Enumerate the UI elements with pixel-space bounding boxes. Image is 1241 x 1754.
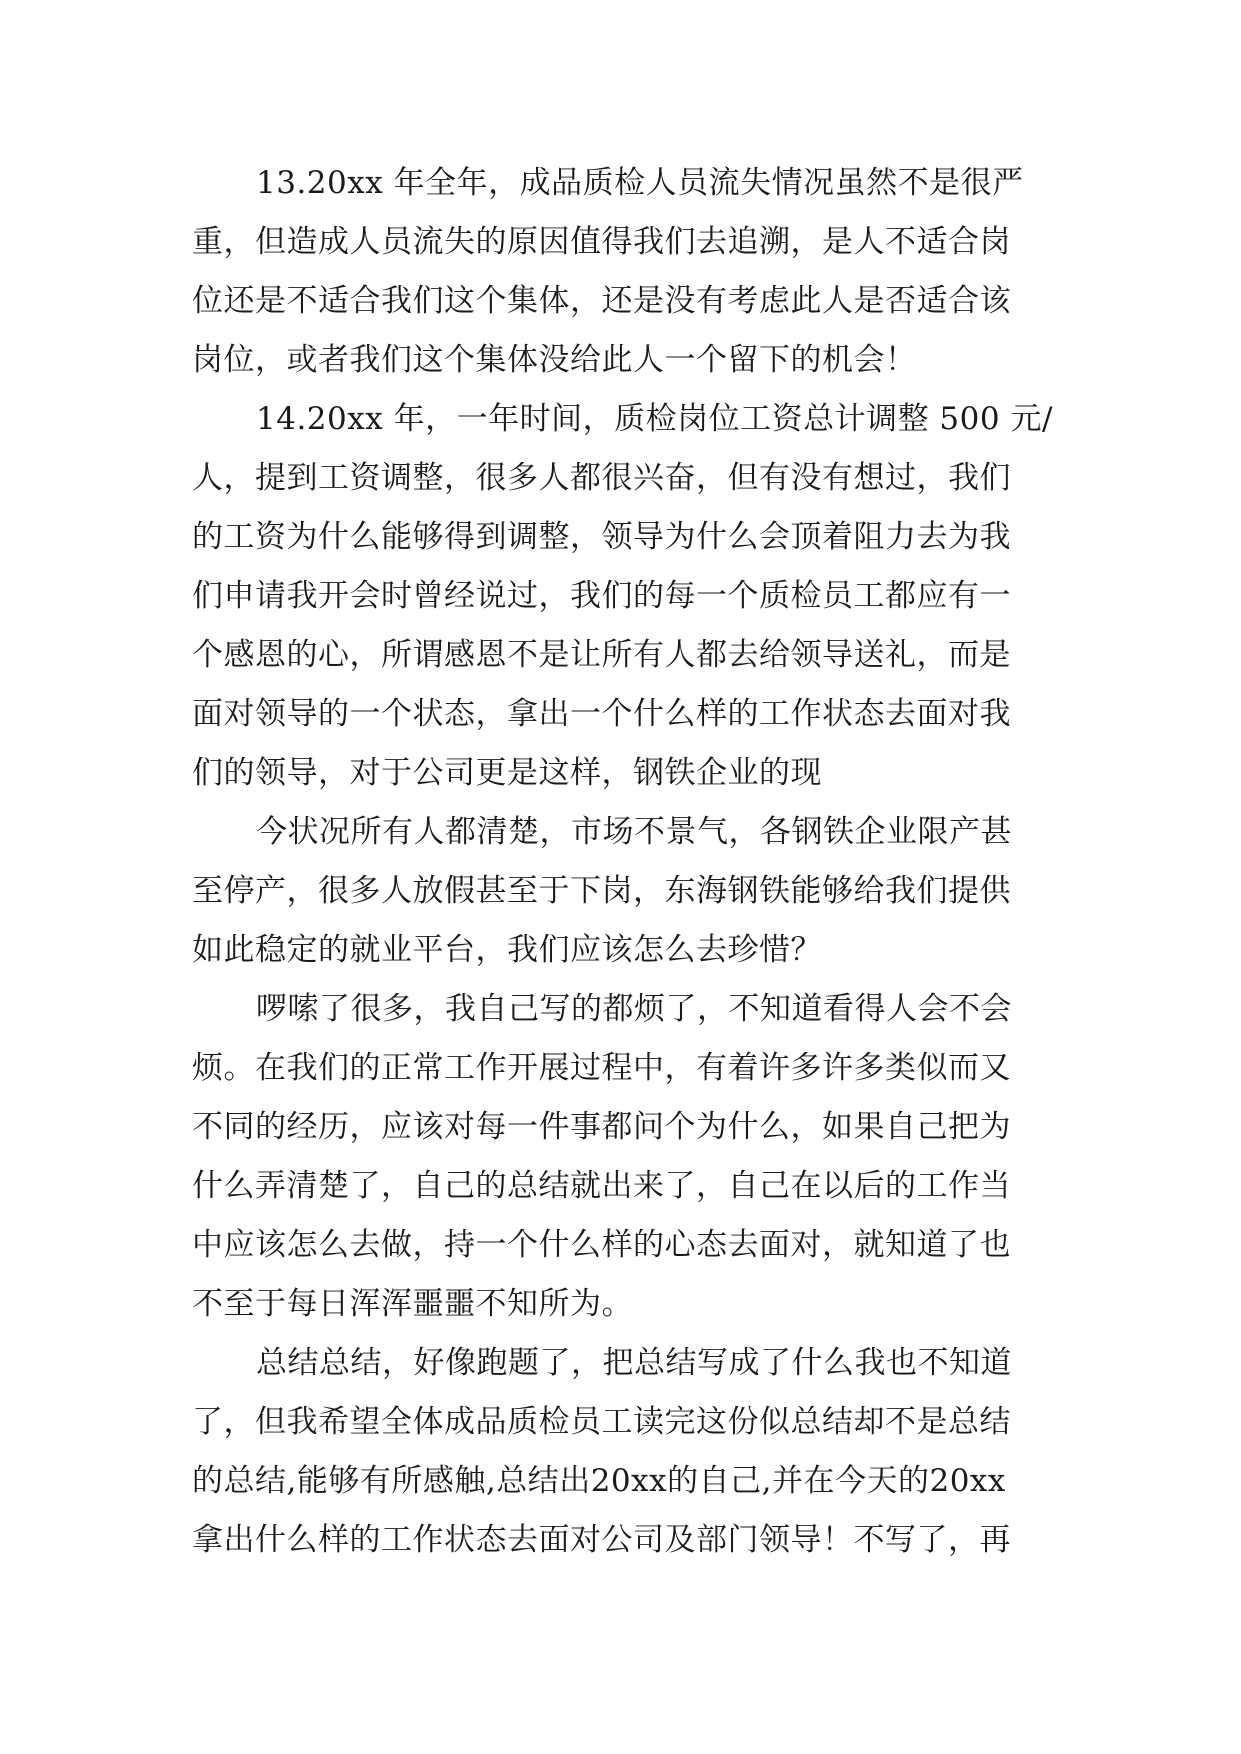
text-line: 位还是不适合我们这个集体，还是没有考虑此人是否适合该 bbox=[192, 283, 1011, 319]
text-line: 岗位，或者我们这个集体没给此人一个留下的机会！ bbox=[192, 342, 917, 378]
text-line: 如此稳定的就业平台，我们应该怎么去珍惜？ bbox=[192, 932, 822, 968]
text-line: 不至于每日浑浑噩噩不知所为。 bbox=[192, 1286, 633, 1322]
text-line: 今状况所有人都清楚，市场不景气，各钢铁企业限产甚 bbox=[256, 814, 1012, 850]
text-line: 们申请我开会时曾经说过，我们的每一个质检员工都应有一 bbox=[192, 578, 1011, 614]
text-line: 13.20xx 年全年，成品质检人员流失情况虽然不是很严 bbox=[256, 165, 1024, 201]
text-line: 什么弄清楚了，自己的总结就出来了，自己在以后的工作当 bbox=[192, 1168, 1011, 1204]
text-line: 的工资为什么能够得到调整，领导为什么会顶着阻力去为我 bbox=[192, 519, 1011, 555]
text-line: 至停产，很多人放假甚至于下岗，东海钢铁能够给我们提供 bbox=[192, 873, 1011, 909]
text-line: 了，但我希望全体成品质检员工读完这份似总结却不是总结 bbox=[192, 1404, 1011, 1440]
text-line: 烦。在我们的正常工作开展过程中，有着许多许多类似而又 bbox=[192, 1050, 1011, 1086]
text-line: 个感恩的心，所谓感恩不是让所有人都去给领导送礼，而是 bbox=[192, 637, 1011, 673]
text-line: 中应该怎么去做，持一个什么样的心态去面对，就知道了也 bbox=[192, 1227, 1011, 1263]
text-line: 啰嗦了很多，我自己写的都烦了，不知道看得人会不会 bbox=[256, 991, 1012, 1027]
text-line: 人，提到工资调整，很多人都很兴奋，但有没有想过，我们 bbox=[192, 460, 1011, 496]
text-line: 总结总结，好像跑题了，把总结写成了什么我也不知道 bbox=[256, 1345, 1012, 1381]
text-line: 拿出什么样的工作状态去面对公司及部门领导！不写了，再 bbox=[192, 1522, 1011, 1558]
text-line: 14.20xx 年，一年时间，质检岗位工资总计调整 500 元/ bbox=[256, 401, 1053, 437]
document-body bbox=[192, 154, 1052, 1570]
text-line: 不同的经历，应该对每一件事都问个为什么，如果自己把为 bbox=[192, 1109, 1011, 1145]
text-line: 重，但造成人员流失的原因值得我们去追溯，是人不适合岗 bbox=[192, 224, 1011, 260]
text-line: 们的领导，对于公司更是这样，钢铁企业的现 bbox=[192, 755, 822, 791]
text-line: 面对领导的一个状态，拿出一个什么样的工作状态去面对我 bbox=[192, 696, 1011, 732]
text-line: 的总结,能够有所感触,总结出20xx的自己,并在今天的20xx bbox=[192, 1463, 1006, 1499]
